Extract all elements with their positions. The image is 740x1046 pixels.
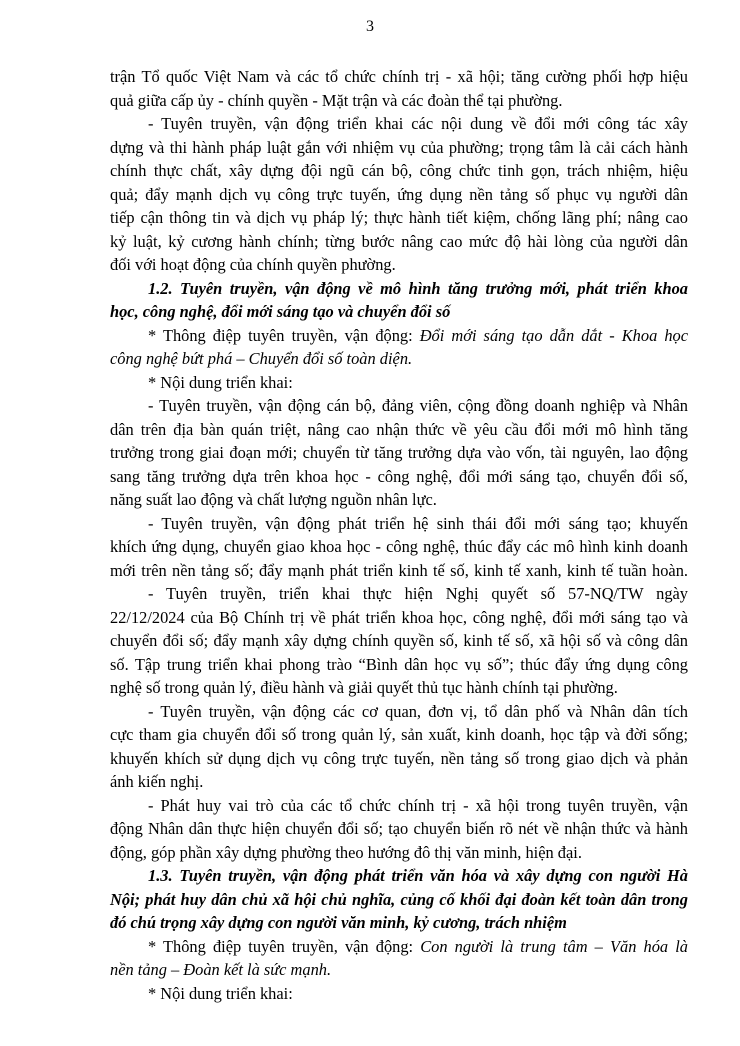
text-line: - Tuyên truyền, vận động các cơ quan, đơn vị, tổ dân phố và Nhân dân tích [148, 701, 688, 721]
text-line: chuyển đổi số; đẩy mạnh xây dựng chính quyền số, kinh tế số, xã hội số và công dân [110, 631, 688, 650]
text-span: Đổi mới sáng tạo dẫn dắt - Khoa học [419, 325, 688, 345]
text-line: - Tuyên truyền, triển khai thực hiện Nghị quyết số 57-NQ/TW ngày [148, 584, 688, 603]
text-span: * Thông điệp tuyên truyền, vận động: [148, 325, 420, 345]
text-line: năng suất lao động và chất lượng nguồn nhân lực. [110, 490, 437, 509]
text-line: 1.2. Tuyên truyền, vận động về mô hình tăng trưởng mới, phát triển khoa [148, 278, 688, 298]
page-number: 3 [366, 18, 374, 35]
text-line: động Nhân dân thực hiện chuyển đổi số; tạo chuyển biến rõ nét về nhận thức và hành [110, 819, 688, 838]
document-body [110, 65, 688, 1005]
text-line: sang tăng trưởng dựa trên khoa học - công nghệ, đổi mới sáng tạo, chuyển đổi số, [110, 466, 688, 486]
text-line: khuyến khích sử dụng dịch vụ công trực tuyến, nền tảng số trong giao dịch và phản [110, 748, 688, 768]
text-line: số. Tập trung triển khai phong trào “Bình dân học vụ số”; thúc đẩy ứng dụng công [110, 654, 688, 674]
text-line: đó chú trọng xây dựng con người văn minh, kỷ cương, trách nhiệm [110, 913, 567, 932]
text-line [110, 324, 688, 348]
text-line: ánh kiến nghị. [110, 772, 204, 791]
text-line: dân trên địa bàn quán triệt, nâng cao nhận thức về yêu cầu đổi mới mô hình tăng [110, 419, 688, 439]
text-line: mới trên nền tảng số; đẩy mạnh phát triển kinh tế số, kinh tế xanh, kinh tế tuần hoàn. [110, 560, 688, 580]
text-line: - Tuyên truyền, vận động triển khai các nội dung về đổi mới công tác xây [148, 114, 688, 133]
text-line: trưởng trong giai đoạn mới; chuyển từ tăng trưởng dựa vào vốn, tài nguyên, lao động [110, 443, 688, 462]
text-line: Nội; phát huy dân chủ xã hội chủ nghĩa, củng cố khối đại đoàn kết toàn dân trong [110, 889, 688, 909]
text-line: dựng và thi hành pháp luật gắn với nhiệm vụ của phường; trọng tâm là cải cách hành [110, 137, 688, 157]
text-line: - Tuyên truyền, vận động cán bộ, đảng viên, cộng đồng doanh nghiệp và Nhân [148, 396, 688, 415]
text-line: 22/12/2024 của Bộ Chính trị về phát triển khoa học, công nghệ, đổi mới sáng tạo và [110, 607, 688, 627]
text-line: quả; đẩy mạnh dịch vụ công trực tuyến, ứng dụng nền tảng số phục vụ người dân [110, 184, 688, 204]
text-line: đối với hoạt động của chính quyền phường. [110, 255, 396, 274]
text-line [110, 935, 688, 959]
text-line: * Nội dung triển khai: [148, 372, 293, 392]
text-line: 1.3. Tuyên truyền, vận động phát triển văn hóa và xây dựng con người Hà [148, 866, 688, 885]
text-line: - Tuyên truyền, vận động phát triển hệ sinh thái đổi mới sáng tạo; khuyến [148, 513, 688, 533]
text-line: công nghệ bứt phá – Chuyển đổi số toàn diện. [110, 349, 413, 368]
text-line: khích ứng dụng, chuyển giao khoa học - công nghệ, thúc đẩy các mô hình kinh doanh [110, 537, 688, 556]
text-line: cực tham gia chuyển đổi số trong quản lý, sản xuất, kinh doanh, học tập và đời sống; [110, 725, 688, 744]
text-line: trận Tổ quốc Việt Nam và các tổ chức chính trị - xã hội; tăng cường phối hợp hiệu [110, 67, 688, 86]
text-line: nghệ số trong quản lý, điều hành và giải quyết thủ tục hành chính tại phường. [110, 678, 618, 697]
text-line: quả giữa cấp ủy - chính quyền - Mặt trận và các đoàn thể tại phường. [110, 90, 563, 110]
text-line: học, công nghệ, đổi mới sáng tạo và chuyển đổi số [110, 302, 451, 321]
text-line: nền tảng – Đoàn kết là sức mạnh. [110, 960, 332, 979]
text-span: Con người là trung tâm – Văn hóa là [420, 936, 688, 956]
text-line: kỷ luật, kỷ cương hành chính; từng bước nâng cao mức độ hài lòng của người dân [110, 231, 688, 251]
text-span: * Thông điệp tuyên truyền, vận động: [148, 936, 421, 956]
text-line: - Phát huy vai trò của các tổ chức chính trị - xã hội trong tuyên truyền, vận [148, 795, 688, 815]
text-line: * Nội dung triển khai: [148, 983, 293, 1003]
text-line: chính thực chất, xây dựng đội ngũ cán bộ, công chức tinh gọn, trách nhiệm, hiệu [110, 161, 688, 180]
text-line: động, góp phần xây dựng phường theo hướng đô thị văn minh, hiện đại. [110, 842, 582, 862]
text-line: tiếp cận thông tin và dịch vụ pháp lý; thực hành tiết kiệm, chống lãng phí; nâng cao [110, 208, 688, 227]
